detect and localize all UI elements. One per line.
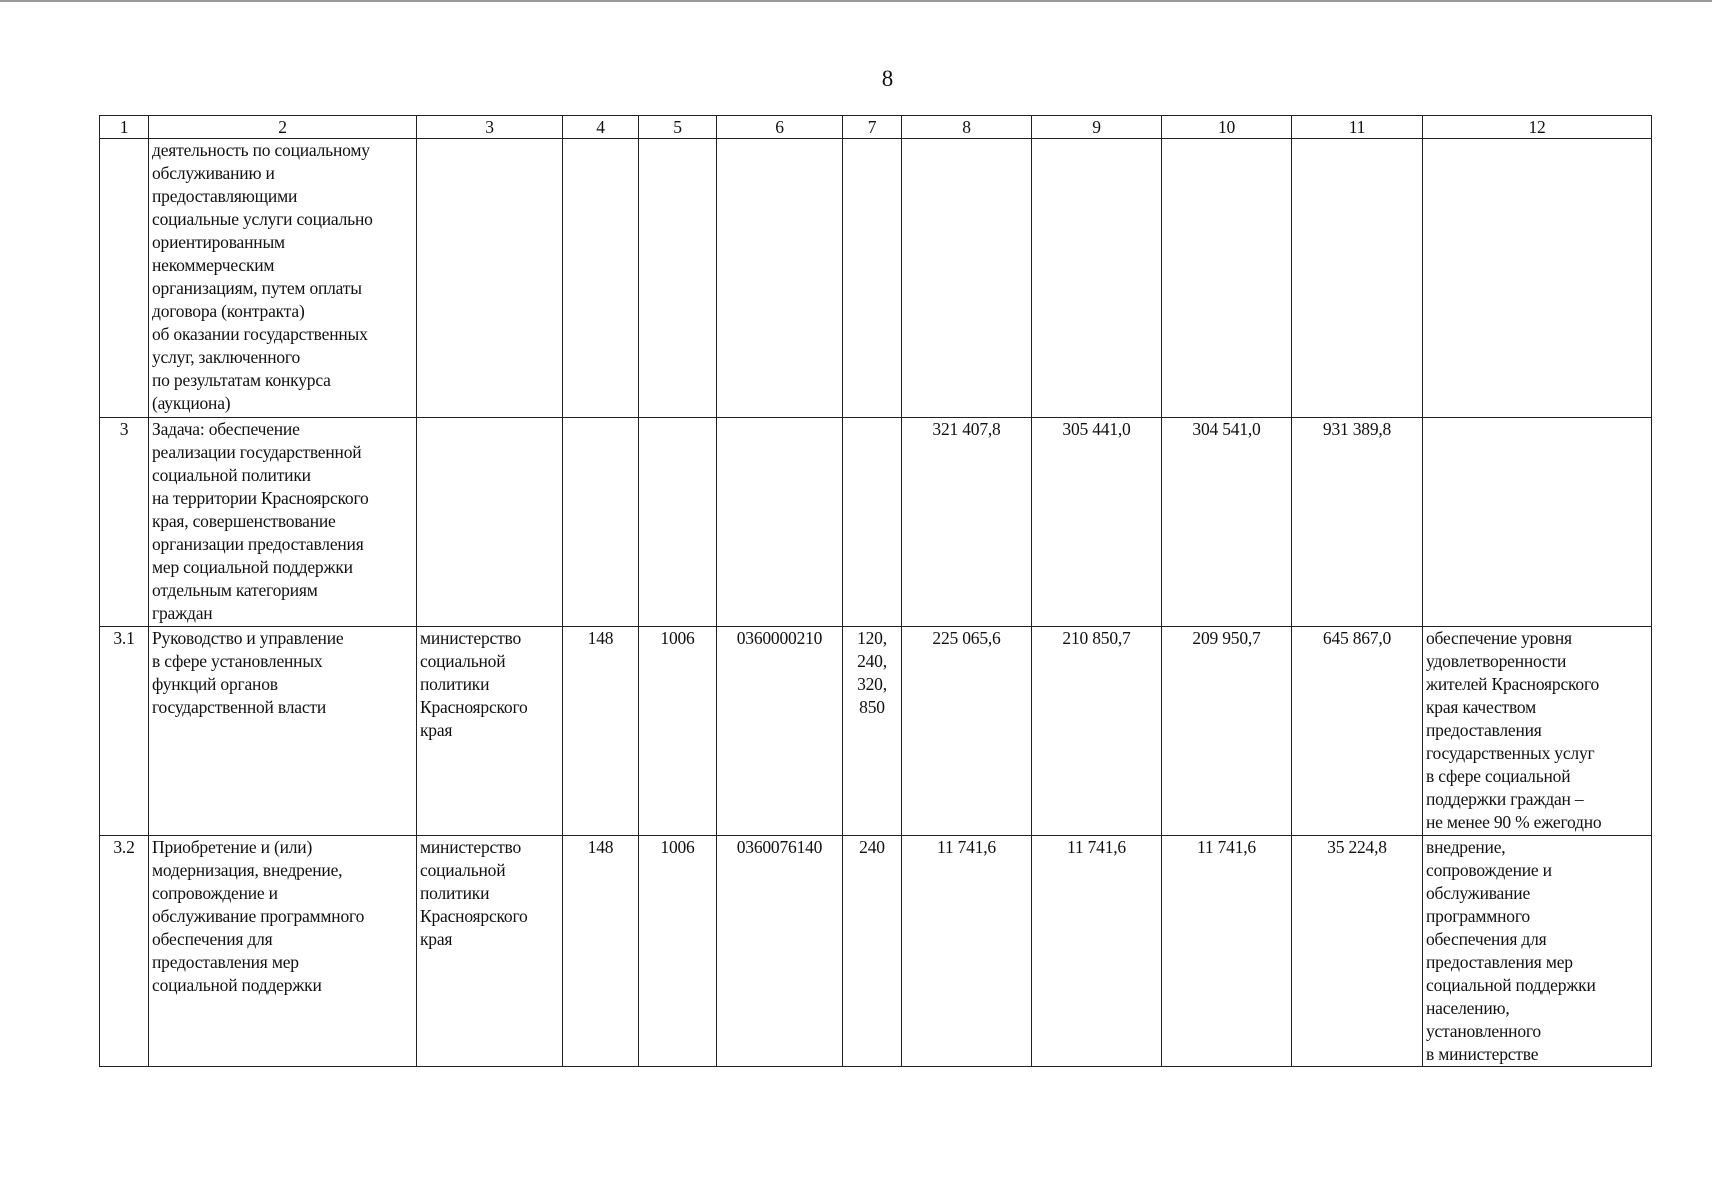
- row-value-8: 321 407,8: [902, 418, 1032, 627]
- row-expense-type: 120, 240, 320, 850: [843, 627, 902, 836]
- row-value-9: 11 741,6: [1032, 836, 1162, 1067]
- row-target-code: [717, 418, 843, 627]
- table-row: [100, 836, 1652, 1067]
- row-value-11: 931 389,8: [1292, 418, 1423, 627]
- row-expense-type: 240: [843, 836, 902, 1067]
- row-number: 3: [100, 418, 149, 627]
- row-value-10: 209 950,7: [1162, 627, 1292, 836]
- row-value-8: 225 065,6: [902, 627, 1032, 836]
- column-header: 10: [1162, 116, 1292, 139]
- row-target-code: 0360076140: [717, 836, 843, 1067]
- table-row: [100, 139, 1652, 418]
- row-name: Приобретение и (или) модернизация, внедрение, сопровождение и обслуживание программного обеспечения для предоставления мер социальной поддержки: [149, 836, 417, 1067]
- table-row: [100, 418, 1652, 627]
- row-executor: министерство социальной политики Красноярского края: [417, 627, 563, 836]
- row-value-8: [902, 139, 1032, 418]
- row-section: [639, 418, 717, 627]
- row-value-9: 305 441,0: [1032, 418, 1162, 627]
- column-header: 2: [149, 116, 417, 139]
- row-value-10: [1162, 139, 1292, 418]
- row-section: 1006: [639, 836, 717, 1067]
- row-expense-type: [843, 139, 902, 418]
- column-header: 3: [417, 116, 563, 139]
- column-header: 6: [717, 116, 843, 139]
- row-target-code: [717, 139, 843, 418]
- row-value-10: 304 541,0: [1162, 418, 1292, 627]
- scan-top-edge: [0, 0, 1712, 2]
- table-row: [100, 627, 1652, 836]
- row-value-11: 645 867,0: [1292, 627, 1423, 836]
- column-header: 9: [1032, 116, 1162, 139]
- row-result: обеспечение уровня удовлетворенности жителей Красноярского края качеством предоставления государственных услуг в сфере социальной поддержки граждан – не менее 90 % ежегодно: [1423, 627, 1652, 836]
- row-name: Руководство и управление в сфере установленных функций органов государственной власти: [149, 627, 417, 836]
- column-header: 1: [100, 116, 149, 139]
- column-number-row: [100, 116, 1652, 139]
- row-executor: [417, 418, 563, 627]
- row-result: [1423, 139, 1652, 418]
- row-gr: 148: [563, 627, 639, 836]
- column-header: 11: [1292, 116, 1423, 139]
- row-executor: [417, 139, 563, 418]
- row-value-9: 210 850,7: [1032, 627, 1162, 836]
- row-executor: министерство социальной политики Красноярского края: [417, 836, 563, 1067]
- column-header: 7: [843, 116, 902, 139]
- row-number: 3.2: [100, 836, 149, 1067]
- row-target-code: 0360000210: [717, 627, 843, 836]
- row-section: [639, 139, 717, 418]
- column-header: 12: [1423, 116, 1652, 139]
- column-header: 8: [902, 116, 1032, 139]
- row-expense-type: [843, 418, 902, 627]
- row-value-8: 11 741,6: [902, 836, 1032, 1067]
- row-result: [1423, 418, 1652, 627]
- row-number: [100, 139, 149, 418]
- row-result: внедрение, сопровождение и обслуживание программного обеспечения для предоставления мер социальной поддержки населению, установленного в министерстве: [1423, 836, 1652, 1067]
- row-name: Задача: обеспечение реализации государственной социальной политики на территории Красноярского края, совершенствование организации предоставления мер социальной поддержки отдельным категориям граждан: [149, 418, 417, 627]
- page-number: 8: [881, 66, 894, 91]
- row-gr: [563, 139, 639, 418]
- row-value-10: 11 741,6: [1162, 836, 1292, 1067]
- program-table: [99, 115, 1652, 1067]
- row-value-11: 35 224,8: [1292, 836, 1423, 1067]
- row-number: 3.1: [100, 627, 149, 836]
- row-gr: 148: [563, 836, 639, 1067]
- row-name: деятельность по социальному обслуживанию и предоставляющими социальные услуги социально ориентированным некоммерческим организациям, путем оплаты договора (контракта) об оказании государственных услуг, заключенного по результатам конкурса (аукциона): [149, 139, 417, 418]
- column-header: 4: [563, 116, 639, 139]
- row-section: 1006: [639, 627, 717, 836]
- column-header: 5: [639, 116, 717, 139]
- row-gr: [563, 418, 639, 627]
- row-value-9: [1032, 139, 1162, 418]
- row-value-11: [1292, 139, 1423, 418]
